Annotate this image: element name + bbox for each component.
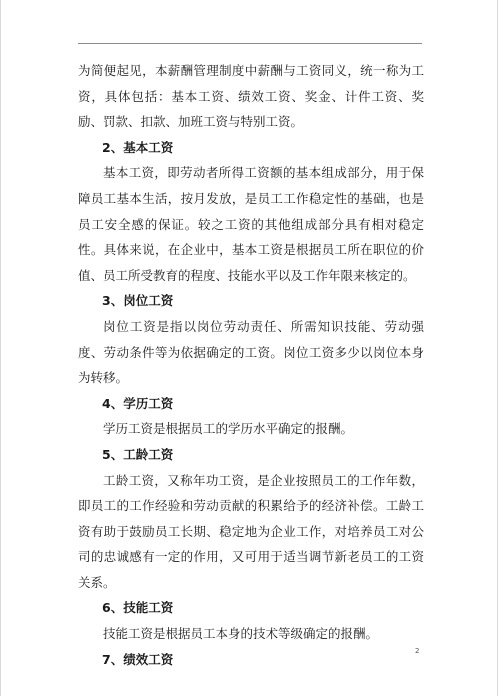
document-body (78, 58, 424, 672)
paragraph-skill-salary: 技能工资是根据员工本身的技术等级确定的报酬。 (103, 626, 379, 642)
heading-basic-salary: 2、基本工资 (102, 139, 174, 155)
header-rule (78, 43, 422, 44)
heading-skill-salary: 6、技能工资 (102, 600, 174, 616)
heading-position-salary: 3、岗位工资 (102, 293, 174, 309)
paragraph-education-salary: 学历工资是根据员工的学历水平确定的报酬。 (103, 421, 354, 437)
paragraph-basic-salary: 基本工资，即劳动者所得工资额的基本组成部分，用于保障员工基本生活，按月发放，是员工工作稳定性的基础，也是员工安全感的保证。较之工资的其他组成部分具有相对稳定性。具体来说，在企业中，基本工资是根据员工所在职位的价值、员工所受教育的程度、技能水平以及工作年限来核定的。 (78, 165, 424, 283)
page-number: 2 (415, 647, 420, 655)
paragraph-salary-scope: 为简便起见，本薪酬管理制度中薪酬与工资同义，统一称为工资，具体包括：基本工资、绩效工资、奖金、计件工资、奖励、罚款、扣款、加班工资与特别工资。 (78, 63, 424, 130)
heading-education-salary: 4、学历工资 (102, 395, 174, 411)
paragraph-seniority-salary: 工龄工资，又称年功工资，是企业按照员工的工作年数，即员工的工作经验和劳动贡献的积累给予的经济补偿。工龄工资有助于鼓励员工长期、稳定地为企业工作，对培养员工对公司的忠诚感有一定的作用，又可用于适当调节新老员工的工资关系。 (78, 472, 424, 590)
heading-performance-salary: 7、绩效工资 (102, 651, 174, 667)
paragraph-position-salary: 岗位工资是指以岗位劳动责任、所需知识技能、劳动强度、劳动条件等为依据确定的工资。岗位工资多少以岗位本身为转移。 (78, 318, 424, 386)
heading-seniority-salary: 5、工龄工资 (102, 446, 174, 462)
